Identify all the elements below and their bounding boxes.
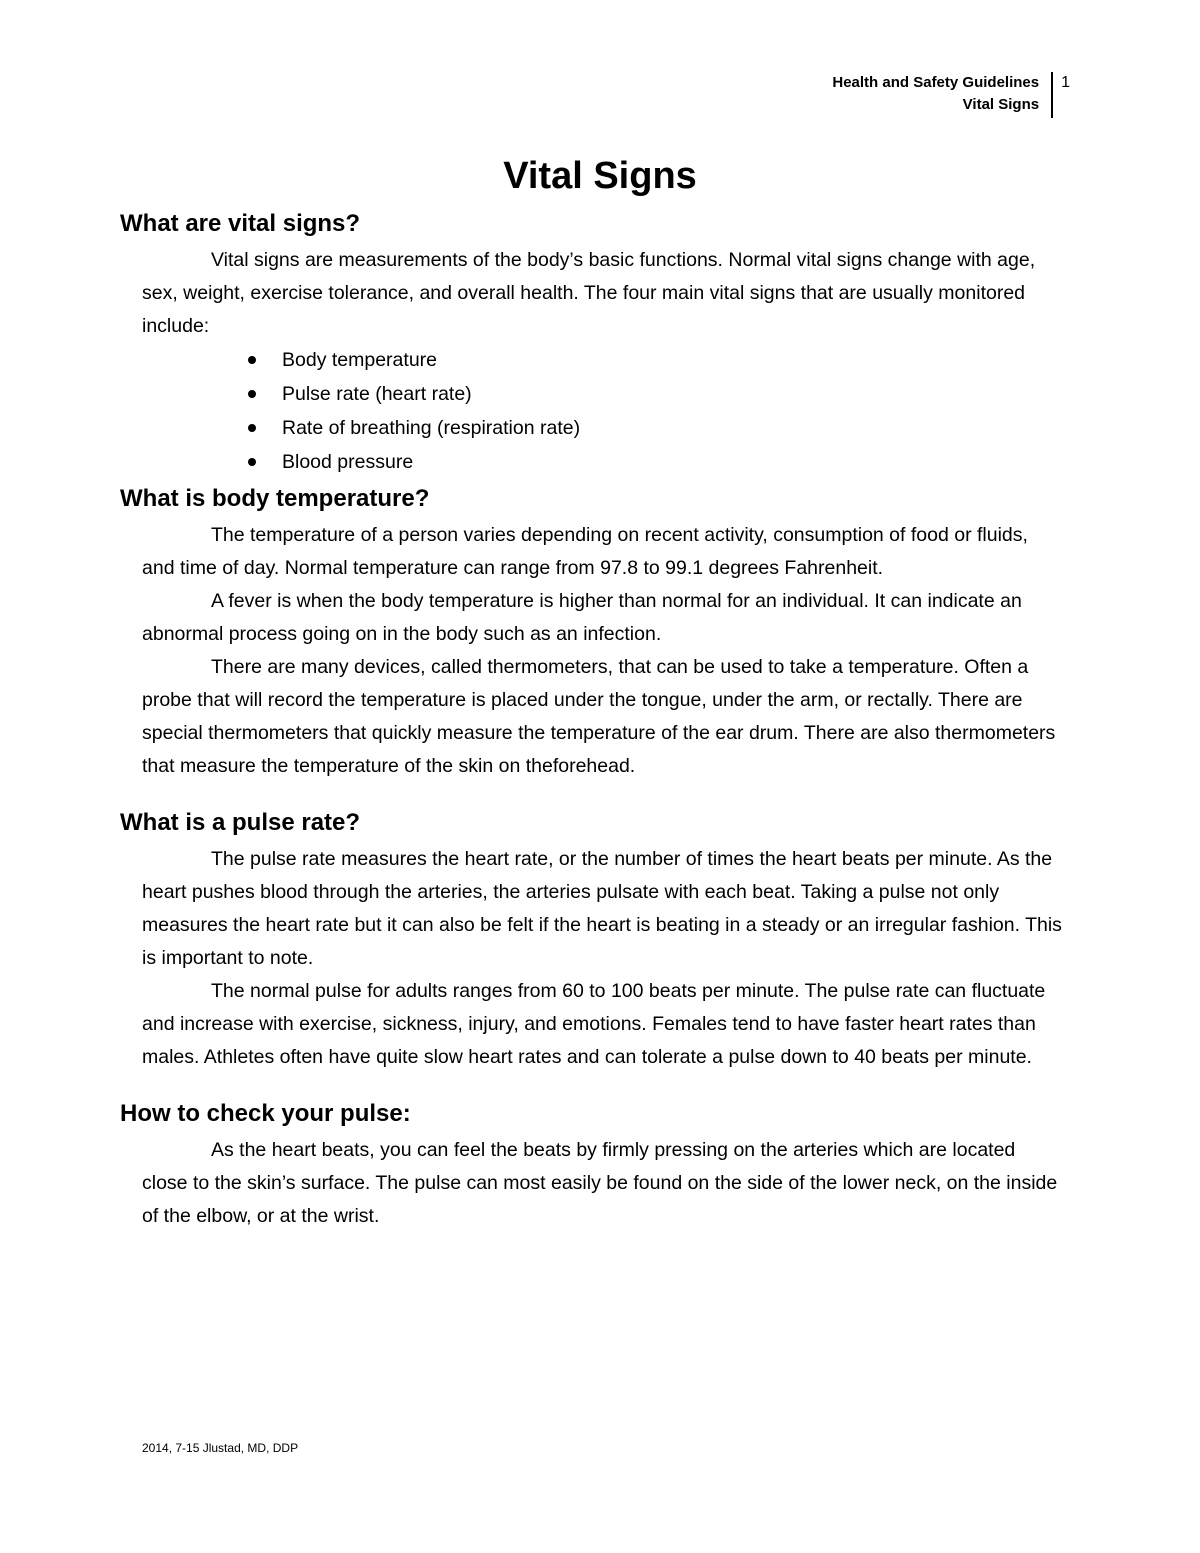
list-item-text: Rate of breathing (respiration rate) (282, 417, 581, 439)
paragraph: As the heart beats, you can feel the beats by firmly pressing on the arteries which are located close to the skin’s surface. The pulse can most easily be found on the side of the lower neck, on the inside of the elbow, or at the wrist. (142, 1139, 1058, 1227)
bullet-icon (248, 458, 256, 466)
section-heading: What is a pulse rate? (120, 809, 361, 836)
bullet-icon (248, 390, 256, 398)
list-item (248, 445, 1080, 479)
section-heading: What are vital signs? (120, 210, 361, 237)
list-item-text: Body temperature (282, 349, 438, 371)
list-item (248, 343, 1080, 377)
header-line-1: Health and Safety Guidelines (832, 74, 1040, 91)
section-check-pulse (120, 1094, 1080, 1233)
bullet-icon (248, 356, 256, 364)
section-body-temperature (120, 479, 1080, 783)
paragraph: The temperature of a person varies depending on recent activity, consumption of food or fluids, and time of day. Normal temperature can range from 97.8 to 99.1 degrees Fahrenheit. (142, 524, 1028, 579)
document-body (120, 204, 1080, 1233)
list-item-text: Pulse rate (heart rate) (282, 383, 472, 405)
page-number: 1 (1061, 74, 1070, 91)
spacer (120, 1074, 1080, 1094)
section-vital-signs (120, 204, 1080, 479)
running-header (832, 72, 1070, 118)
bullet-list (120, 343, 1080, 479)
list-item-text: Blood pressure (282, 451, 414, 473)
paragraph: The normal pulse for adults ranges from 60 to 100 beats per minute. The pulse rate can fluctuate and increase with exercise, sickness, injury, and emotions. Females tend to have faster heart rates than males. Athletes often have quite slow heart rates and can tolerate a pulse down to 40 beats per minute. (142, 980, 1046, 1068)
header-line-2: Vital Signs (962, 96, 1040, 113)
spacer (120, 783, 1080, 803)
page-footer: 2014, 7-15 Jlustad, MD, DDP (142, 1441, 299, 1455)
list-item (248, 411, 1080, 445)
paragraph: A fever is when the body temperature is higher than normal for an individual. It can indicate an abnormal process going on in the body such as an infection. (142, 590, 1022, 645)
paragraph: There are many devices, called thermometers, that can be used to take a temperature. Often a probe that will record the temperature is placed under the tongue, under the arm, or rectally. There are special thermometers that quickly measure the temperature of the ear drum. There are also thermometers that measure the temperature of the skin on theforehead. (142, 656, 1056, 777)
page-title: Vital Signs (503, 155, 697, 197)
paragraph: The pulse rate measures the heart rate, or the number of times the heart beats per minute. As the heart pushes blood through the arteries, the arteries pulsate with each beat. Taking a pulse not only measures the heart rate but it can also be felt if the heart is beating in a steady or an irregular fashion. This is important to note. (142, 848, 1062, 969)
section-heading: How to check your pulse: (120, 1100, 411, 1127)
list-item (248, 377, 1080, 411)
section-pulse-rate (120, 803, 1080, 1074)
header-text (832, 72, 1051, 116)
section-heading: What is body temperature? (120, 485, 430, 512)
bullet-icon (248, 424, 256, 432)
paragraph: Vital signs are measurements of the body’s basic functions. Normal vital signs change with age, sex, weight, exercise tolerance, and overall health. The four main vital signs that are usually monitored include: (142, 249, 1036, 337)
